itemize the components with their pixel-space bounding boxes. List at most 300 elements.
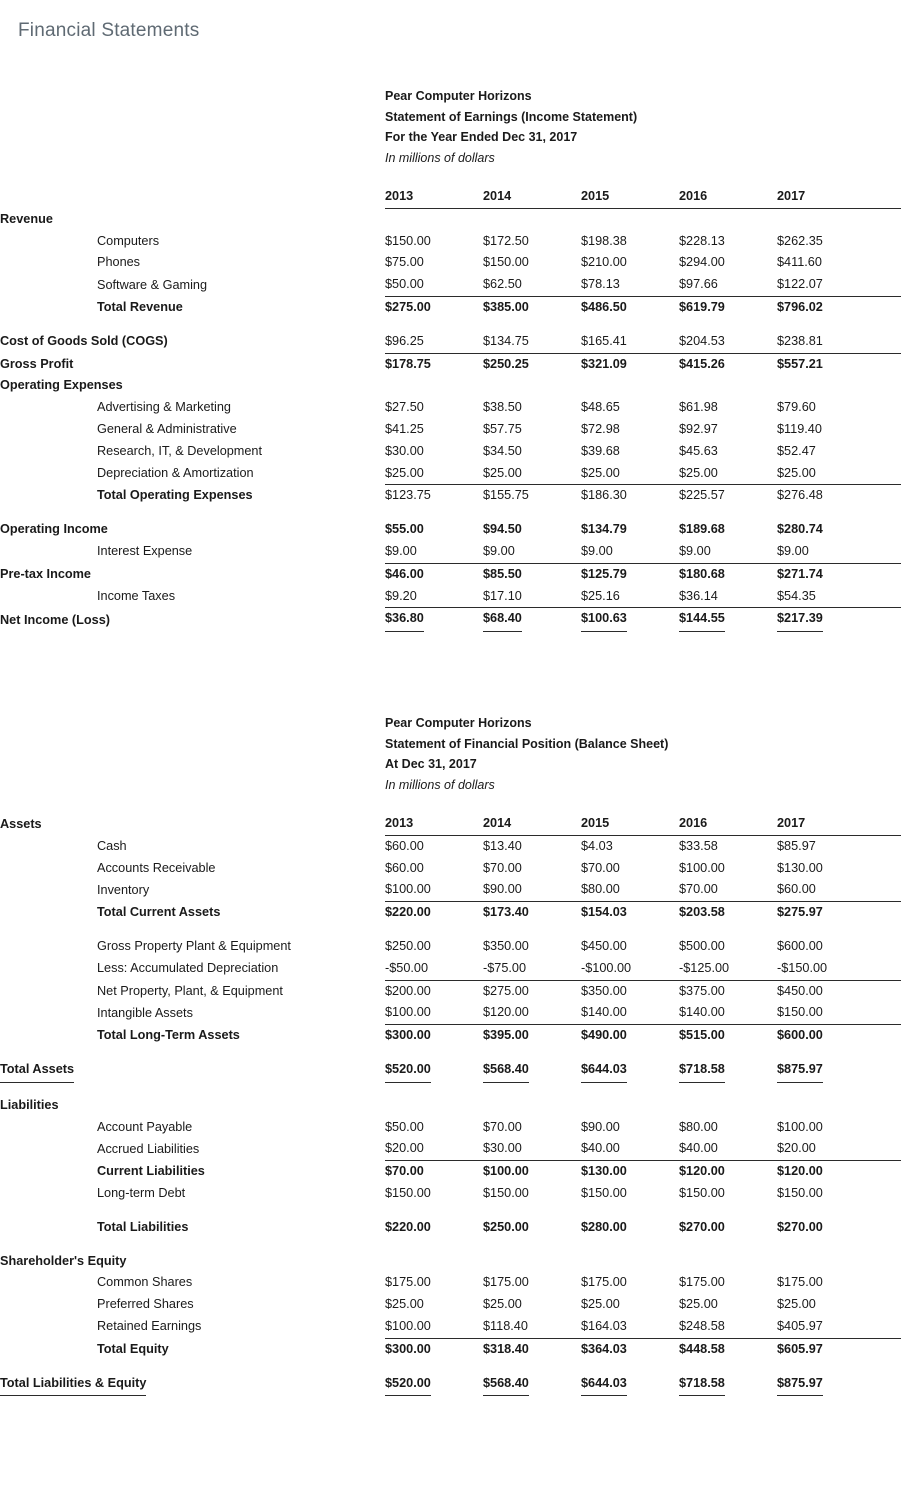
row-value	[581, 608, 679, 632]
row-value: $605.97	[777, 1341, 823, 1356]
table-row	[0, 331, 901, 353]
row-value: $25.00	[483, 463, 581, 485]
row-value: $276.48	[777, 488, 823, 503]
row-value: $33.58	[679, 838, 718, 853]
row-label-assets: Assets	[0, 816, 42, 831]
row-label-gross-profit: Gross Profit	[0, 356, 74, 371]
table-row	[0, 353, 901, 375]
row-label-income-taxes: Income Taxes	[97, 589, 176, 604]
row-value: $25.00	[777, 463, 875, 485]
row-value: $80.00	[679, 1119, 718, 1134]
row-label-total-operating-expenses: Total Operating Expenses	[97, 488, 253, 503]
row-value: $210.00	[581, 255, 627, 270]
row-value: $100.00	[679, 860, 725, 875]
section-gap	[0, 507, 901, 519]
row-value: $9.00	[777, 541, 875, 563]
row-label-total-liabilities-equity	[0, 1373, 385, 1397]
row-value: $238.81	[777, 331, 875, 353]
row-value-text: $644.03	[581, 1059, 627, 1083]
row-value: $60.00	[385, 860, 424, 875]
table-row	[0, 375, 901, 397]
row-value: $9.20	[385, 586, 483, 608]
row-value: $70.00	[679, 879, 777, 901]
table-row	[0, 1117, 901, 1139]
row-value: $79.60	[777, 400, 816, 415]
heading-gap	[0, 168, 901, 186]
row-value	[483, 208, 581, 230]
row-value: $150.00	[581, 1185, 627, 1200]
row-value: $40.00	[581, 1138, 679, 1160]
row-value: $46.00	[385, 566, 424, 581]
row-value: $557.21	[777, 356, 823, 371]
balance-sheet-heading	[385, 713, 901, 795]
table-row	[0, 1025, 901, 1047]
row-value: $100.00	[385, 1002, 483, 1024]
row-value-text: $144.55	[679, 608, 725, 632]
table-row	[0, 1217, 901, 1239]
table-row	[0, 1138, 901, 1160]
row-value: $50.00	[385, 1119, 424, 1134]
row-value: $9.00	[385, 541, 483, 563]
row-value	[679, 1095, 777, 1117]
row-value: $180.68	[679, 566, 725, 581]
row-value: $70.00	[483, 1119, 522, 1134]
row-value: $280.74	[777, 522, 823, 537]
row-label-net-ppe: Net Property, Plant, & Equipment	[97, 983, 283, 998]
column-header-pad	[875, 186, 901, 208]
row-value	[483, 1251, 581, 1273]
table-row	[0, 902, 901, 924]
statement-units: In millions of dollars	[385, 777, 495, 792]
row-value: $164.03	[581, 1316, 679, 1338]
row-value: $364.03	[581, 1341, 627, 1356]
row-value: $134.79	[581, 522, 627, 537]
row-label-depreciation-amortization: Depreciation & Amortization	[97, 466, 254, 481]
table-row	[0, 936, 901, 958]
statement-name: Statement of Financial Position (Balance Sheet)	[385, 736, 669, 751]
row-value	[581, 375, 679, 397]
row-value: -$150.00	[777, 958, 875, 980]
row-value: $4.03	[581, 838, 613, 853]
row-value: $118.40	[483, 1316, 581, 1338]
row-value: $25.00	[679, 463, 777, 485]
table-row	[0, 1161, 901, 1183]
row-value: $120.00	[483, 1002, 581, 1024]
row-value-text: $875.97	[777, 1059, 823, 1083]
row-label-interest-expense: Interest Expense	[97, 544, 193, 559]
row-value: -$125.00	[679, 958, 777, 980]
row-value: $270.00	[777, 1219, 823, 1234]
row-value: $100.00	[385, 1316, 483, 1338]
row-value: $48.65	[581, 400, 620, 415]
row-label-text: Total Assets	[0, 1059, 74, 1083]
column-header-2015: 2015	[581, 813, 679, 835]
table-row	[0, 1294, 901, 1316]
row-label-revenue: Revenue	[0, 211, 53, 226]
row-value	[679, 608, 777, 632]
row-label-gross-ppe: Gross Property Plant & Equipment	[97, 938, 291, 953]
table-row	[0, 541, 901, 563]
row-value	[679, 1251, 777, 1273]
row-value: $150.00	[385, 233, 431, 248]
row-value: $415.26	[679, 356, 725, 371]
row-value: $9.00	[581, 541, 679, 563]
row-label-operating-income: Operating Income	[0, 522, 108, 537]
table-row	[0, 958, 901, 980]
row-value: $75.00	[385, 255, 424, 270]
row-value: $25.00	[581, 1297, 620, 1312]
table-row	[0, 519, 901, 541]
row-value-text: $875.97	[777, 1373, 823, 1397]
row-value	[679, 1373, 777, 1397]
row-label-preferred-shares: Preferred Shares	[97, 1297, 194, 1312]
row-value: $25.00	[581, 463, 679, 485]
table-row	[0, 397, 901, 419]
row-value: $125.79	[581, 566, 627, 581]
row-value: $134.75	[483, 331, 581, 353]
row-value: $411.60	[777, 255, 822, 270]
row-value: $70.00	[483, 860, 522, 875]
row-value: $119.40	[777, 421, 822, 436]
row-value-text: $520.00	[385, 1373, 431, 1397]
row-value: $122.07	[777, 274, 875, 296]
row-value: $619.79	[679, 299, 725, 314]
row-label-total-current-assets: Total Current Assets	[97, 905, 221, 920]
row-value: $203.58	[679, 905, 725, 920]
row-value: $204.53	[679, 331, 777, 353]
row-label-longterm-debt: Long-term Debt	[97, 1185, 186, 1200]
row-value	[777, 375, 875, 397]
row-value: $25.00	[385, 463, 483, 485]
row-value: $375.00	[679, 983, 725, 998]
column-header-2015: 2015	[581, 186, 679, 208]
row-value: $100.00	[385, 879, 483, 901]
row-value-text: $718.58	[679, 1059, 725, 1083]
row-value: $450.00	[777, 983, 823, 998]
row-label-intangible-assets: Intangible Assets	[97, 1005, 193, 1020]
section-gap	[0, 1205, 901, 1217]
row-value: $600.00	[777, 938, 823, 953]
row-label-total-equity: Total Equity	[97, 1341, 169, 1356]
table-row	[0, 858, 901, 880]
row-value: $20.00	[385, 1138, 483, 1160]
row-value: $280.00	[581, 1219, 627, 1234]
row-label-advertising-marketing: Advertising & Marketing	[97, 400, 231, 415]
table-row	[0, 485, 901, 507]
column-header-pad	[875, 813, 901, 835]
row-value: $262.35	[777, 233, 823, 248]
row-value: $150.00	[777, 1002, 875, 1024]
row-value: $60.00	[385, 838, 424, 853]
column-header-2017: 2017	[777, 186, 875, 208]
row-value: $30.00	[483, 1138, 581, 1160]
row-value: $78.13	[581, 274, 679, 296]
row-label-cash: Cash	[97, 838, 127, 853]
row-value: $17.10	[483, 586, 581, 608]
row-value: $140.00	[581, 1002, 679, 1024]
row-label-common-shares: Common Shares	[97, 1275, 193, 1290]
column-header-blank	[0, 186, 385, 208]
row-value	[385, 1095, 483, 1117]
row-label-phones: Phones	[97, 255, 141, 270]
row-value: $40.00	[679, 1138, 777, 1160]
column-header-2014: 2014	[483, 186, 581, 208]
row-value-text: $520.00	[385, 1059, 431, 1083]
table-row	[0, 441, 901, 463]
row-value: $500.00	[679, 938, 725, 953]
row-value-text: $217.39	[777, 608, 823, 632]
row-value: $36.14	[679, 586, 777, 608]
table-row	[0, 563, 901, 585]
row-value: $50.00	[385, 274, 483, 296]
table-row	[0, 1095, 901, 1117]
row-value: $25.00	[679, 1297, 718, 1312]
row-value: $9.00	[679, 541, 777, 563]
row-value: $248.58	[679, 1316, 777, 1338]
row-value: $350.00	[483, 938, 529, 953]
statement-period: At Dec 31, 2017	[385, 757, 477, 771]
table-row	[0, 835, 901, 857]
column-header-2017: 2017	[777, 813, 875, 835]
row-label-shareholders-equity: Shareholder's Equity	[0, 1253, 127, 1268]
row-value: $150.00	[483, 1185, 529, 1200]
heading-gap	[0, 795, 901, 813]
row-value: $321.09	[581, 356, 627, 371]
row-label-operating-expenses: Operating Expenses	[0, 378, 123, 393]
row-value: $173.40	[483, 905, 529, 920]
table-row	[0, 980, 901, 1002]
row-value: $57.75	[483, 421, 522, 436]
row-value	[483, 608, 581, 632]
section-gap	[0, 319, 901, 331]
row-value	[483, 375, 581, 397]
row-value: $90.00	[483, 879, 581, 901]
row-value: $39.68	[581, 443, 620, 458]
row-value	[385, 1373, 483, 1397]
row-value: $175.00	[483, 1275, 529, 1290]
row-value-text: $644.03	[581, 1373, 627, 1397]
row-value: $385.00	[483, 299, 529, 314]
row-value: $94.50	[483, 522, 522, 537]
row-value	[581, 1251, 679, 1273]
table-row	[0, 208, 901, 230]
row-value: $70.00	[385, 1164, 424, 1179]
row-value-text: $718.58	[679, 1373, 725, 1397]
row-value: $25.00	[483, 1297, 522, 1312]
row-value: $225.57	[679, 488, 725, 503]
row-value: $200.00	[385, 983, 431, 998]
row-label-net-income: Net Income (Loss)	[0, 613, 110, 628]
row-value: $318.40	[483, 1341, 529, 1356]
table-row	[0, 1251, 901, 1273]
row-label-computers: Computers	[97, 233, 160, 248]
row-value: $490.00	[581, 1028, 627, 1043]
column-header-row	[0, 186, 901, 208]
row-value-text: $68.40	[483, 608, 522, 632]
row-value: $300.00	[385, 1028, 431, 1043]
company-name: Pear Computer Horizons	[385, 716, 532, 730]
row-value: $395.00	[483, 1028, 529, 1043]
table-row	[0, 252, 901, 274]
row-value: $294.00	[679, 255, 725, 270]
row-value: -$100.00	[581, 958, 679, 980]
row-value: $34.50	[483, 443, 522, 458]
row-value: $250.00	[385, 938, 431, 953]
row-value: $9.00	[483, 541, 581, 563]
row-value: $486.50	[581, 299, 627, 314]
row-value: $275.97	[777, 905, 823, 920]
row-label-accumulated-depreciation: Less: Accumulated Depreciation	[97, 961, 279, 976]
row-value	[483, 1373, 581, 1397]
row-value: $130.00	[777, 860, 823, 875]
row-label-total-assets	[0, 1059, 385, 1083]
row-value: $275.00	[385, 299, 431, 314]
row-value	[679, 208, 777, 230]
row-value: $270.00	[679, 1219, 725, 1234]
row-value: $175.00	[679, 1275, 725, 1290]
row-label-general-administrative: General & Administrative	[97, 421, 237, 436]
row-value: $175.00	[777, 1275, 823, 1290]
row-value: $178.75	[385, 356, 431, 371]
row-value: $155.75	[483, 488, 529, 503]
row-value: $80.00	[581, 879, 679, 901]
balance-sheet	[0, 713, 901, 1396]
row-value-text: $36.80	[385, 608, 424, 632]
column-header-2016: 2016	[679, 186, 777, 208]
row-value: $300.00	[385, 1341, 431, 1356]
section-gap	[0, 924, 901, 936]
table-row	[0, 1002, 901, 1024]
row-value-text: $100.63	[581, 608, 627, 632]
row-value: $120.00	[679, 1164, 725, 1179]
row-value: $450.00	[581, 938, 627, 953]
row-value: $250.00	[483, 1219, 529, 1234]
row-value: $96.25	[385, 331, 483, 353]
row-label-text: Total Liabilities & Equity	[0, 1373, 146, 1397]
section-gap	[0, 1083, 901, 1095]
table-row	[0, 608, 901, 632]
row-value: -$50.00	[385, 958, 483, 980]
table-row	[0, 419, 901, 441]
row-label-total-revenue: Total Revenue	[97, 299, 183, 314]
row-value: $92.97	[679, 421, 718, 436]
row-value: $120.00	[777, 1164, 823, 1179]
balance-sheet-table	[0, 795, 901, 1396]
row-value: $54.35	[777, 586, 875, 608]
row-value: $61.98	[679, 400, 718, 415]
row-value	[679, 1059, 777, 1083]
company-name: Pear Computer Horizons	[385, 89, 532, 103]
row-value: $55.00	[385, 522, 424, 537]
row-value: $60.00	[777, 879, 875, 901]
row-value: $198.38	[581, 233, 627, 248]
row-value	[777, 608, 875, 632]
row-value: $97.66	[679, 274, 777, 296]
table-row	[0, 879, 901, 901]
statement-units: In millions of dollars	[385, 150, 495, 165]
row-label-liabilities: Liabilities	[0, 1097, 59, 1112]
column-header-2014: 2014	[483, 813, 581, 835]
row-value	[581, 1095, 679, 1117]
row-value: -$75.00	[483, 958, 581, 980]
row-value	[385, 375, 483, 397]
table-row	[0, 1059, 901, 1083]
row-value: $25.00	[777, 1297, 816, 1312]
section-gap	[0, 1047, 901, 1059]
row-value: $796.02	[777, 299, 823, 314]
column-header-2013: 2013	[385, 813, 483, 835]
row-label-accrued-liabilities: Accrued Liabilities	[97, 1141, 200, 1156]
statement-name: Statement of Earnings (Income Statement)	[385, 109, 638, 124]
row-value	[581, 1373, 679, 1397]
row-value: $90.00	[581, 1119, 620, 1134]
row-value	[777, 1373, 875, 1397]
row-value: $25.00	[385, 1297, 424, 1312]
table-row	[0, 1316, 901, 1338]
statement-period: For the Year Ended Dec 31, 2017	[385, 130, 578, 144]
row-value: $220.00	[385, 905, 431, 920]
row-value	[483, 1095, 581, 1117]
row-value: $405.97	[777, 1316, 875, 1338]
table-row	[0, 1272, 901, 1294]
row-value	[385, 208, 483, 230]
row-value: $27.50	[385, 400, 424, 415]
row-value: $140.00	[679, 1002, 777, 1024]
column-header-row	[0, 813, 901, 835]
income-statement-table	[0, 168, 901, 632]
row-value: $100.00	[777, 1119, 823, 1134]
row-value	[777, 1095, 875, 1117]
table-row	[0, 296, 901, 318]
row-value: $186.30	[581, 488, 627, 503]
row-value	[385, 1251, 483, 1273]
table-row	[0, 586, 901, 608]
row-value: $175.00	[385, 1275, 431, 1290]
row-value: $172.50	[483, 233, 529, 248]
row-label-current-liabilities: Current Liabilities	[97, 1164, 205, 1179]
row-value: $123.75	[385, 488, 431, 503]
table-row	[0, 1373, 901, 1397]
row-label-total-liabilities: Total Liabilities	[97, 1219, 189, 1234]
row-label-software-gaming: Software & Gaming	[97, 277, 208, 292]
row-value	[777, 208, 875, 230]
row-value: $52.47	[777, 443, 816, 458]
row-value-text: $568.40	[483, 1373, 529, 1397]
row-value: $250.25	[483, 356, 529, 371]
row-value-text: $568.40	[483, 1059, 529, 1083]
row-value: $448.58	[679, 1341, 725, 1356]
row-label-inventory: Inventory	[97, 882, 150, 897]
row-value: $154.03	[581, 905, 627, 920]
table-row	[0, 1183, 901, 1205]
row-label-total-longterm-assets: Total Long-Term Assets	[97, 1028, 240, 1043]
row-value: $175.00	[581, 1275, 627, 1290]
table-row	[0, 231, 901, 253]
row-value: $100.00	[483, 1164, 529, 1179]
row-value: $228.13	[679, 233, 725, 248]
income-statement-heading	[385, 86, 901, 168]
row-value	[679, 375, 777, 397]
income-statement	[0, 86, 901, 632]
row-value: $165.41	[581, 331, 679, 353]
row-value: $41.25	[385, 421, 424, 436]
table-row	[0, 274, 901, 296]
row-value: $130.00	[581, 1164, 627, 1179]
row-value: $150.00	[777, 1185, 823, 1200]
row-value: $72.98	[581, 421, 620, 436]
row-value: $150.00	[385, 1185, 431, 1200]
row-value: $350.00	[581, 983, 627, 998]
